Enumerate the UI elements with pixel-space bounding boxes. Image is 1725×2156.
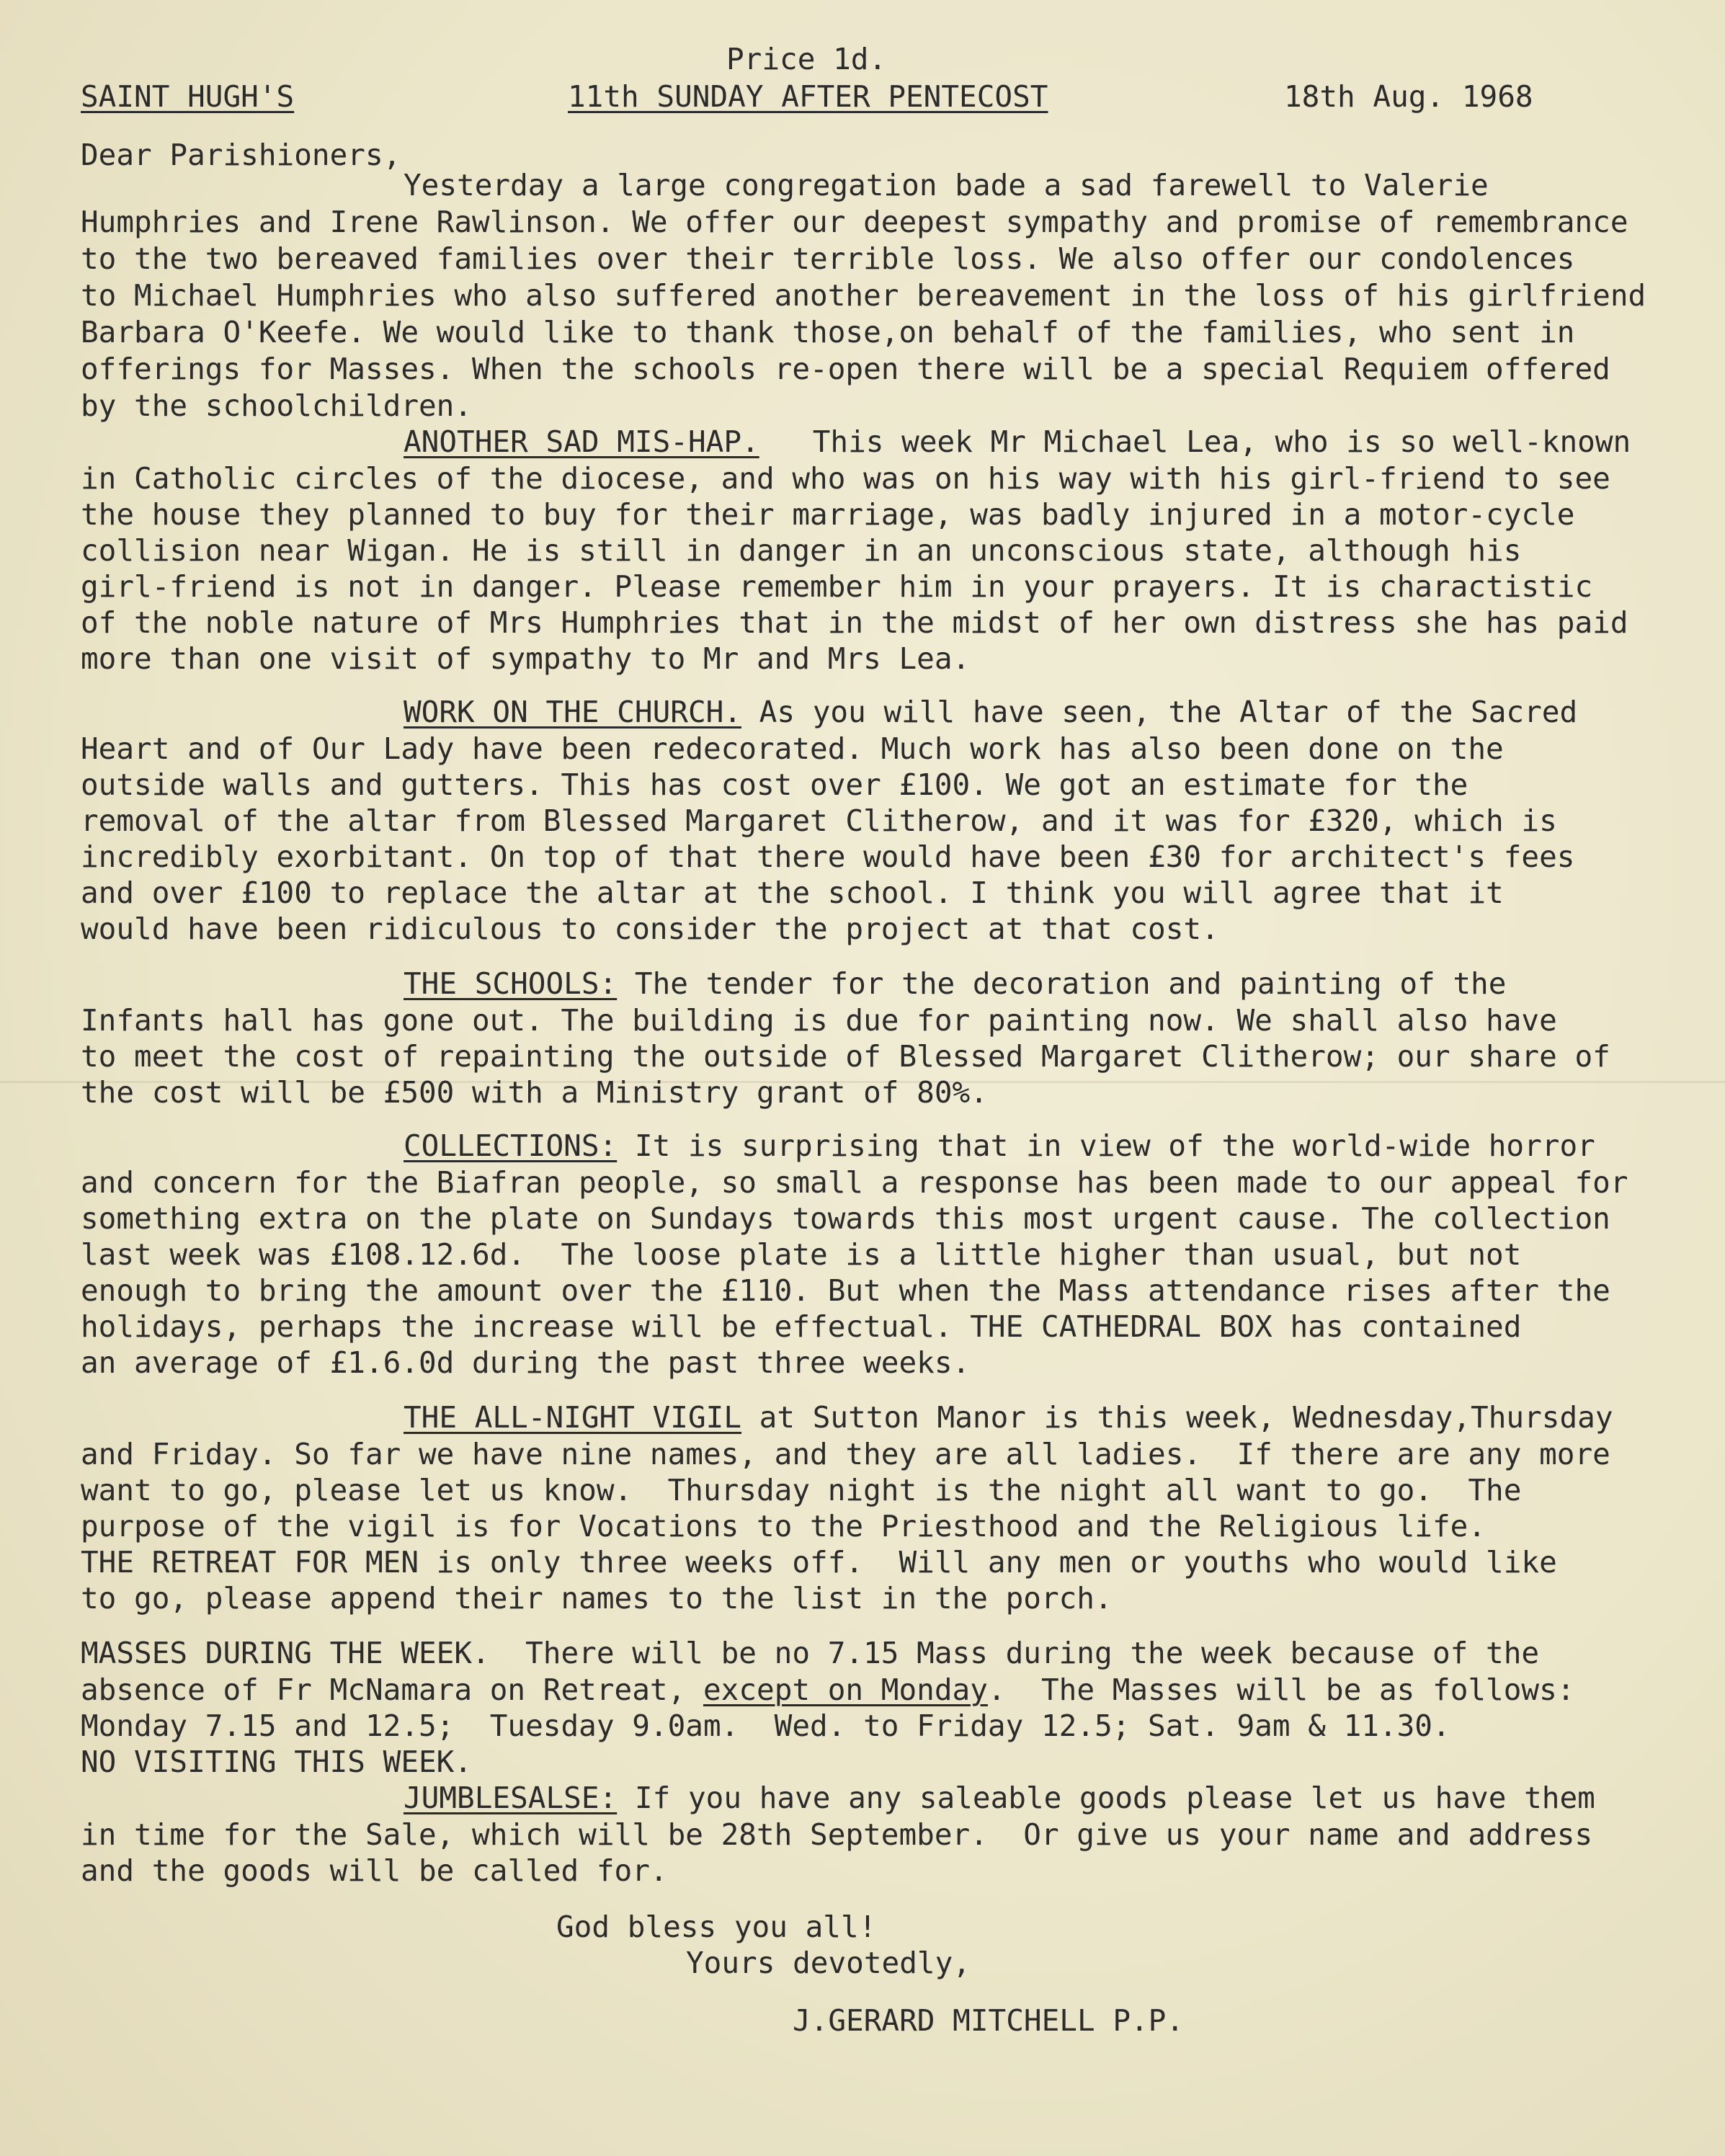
p5-line: and concern for the Biafran people, so small a response has been made to our appeal for (81, 1165, 1628, 1200)
p5-line: something extra on the plate on Sundays towards this most urgent cause. The collection (81, 1201, 1610, 1236)
p4-first-line: THE SCHOOLS: The tender for the decoration and painting of the (404, 966, 1507, 1001)
p7-first-line: MASSES DURING THE WEEK. There will be no 7.15 Mass during the week because of the (81, 1636, 1540, 1670)
parish-name: SAINT HUGH'S (81, 79, 295, 114)
p3-line: incredibly exorbitant. On top of that there would have been £30 for architect's fees (81, 839, 1575, 874)
p8-line: and the goods will be called for. (81, 1853, 668, 1888)
occasion-title: 11th SUNDAY AFTER PENTECOST (568, 79, 1048, 114)
p3-first-line: WORK ON THE CHURCH. As you will have seen, the Altar of the Sacred (404, 695, 1578, 729)
p5-line: holidays, perhaps the increase will be effectual. THE CATHEDRAL BOX has contained (81, 1309, 1522, 1344)
p7-line: NO VISITING THIS WEEK. (81, 1745, 473, 1779)
p2-line: more than one visit of sympathy to Mr and Mrs Lea. (81, 641, 971, 676)
section-heading-mishap: ANOTHER SAD MIS-HAP. (404, 424, 759, 459)
p3-line: Heart and of Our Lady have been redecorated. Much work has also been done on the (81, 731, 1504, 766)
p8-line: in time for the Sale, which will be 28th September. Or give us your name and address (81, 1817, 1593, 1852)
section-heading-vigil: THE ALL-NIGHT VIGIL (404, 1400, 741, 1435)
p1-line: offerings for Masses. When the schools re-open there will be a special Requiem offered (81, 352, 1610, 386)
p1-line: by the schoolchildren. (81, 388, 473, 423)
p5-line: last week was £108.12.6d. The loose plate is a little higher than usual, but not (81, 1237, 1522, 1272)
p6-line: THE RETREAT FOR MEN is only three weeks off. Will any men or youths who would like (81, 1545, 1557, 1580)
salutation: Dear Parishioners, (81, 138, 401, 172)
signature: J.GERARD MITCHELL P.P. (793, 2003, 1185, 2038)
closing-valediction: Yours devotedly, (686, 1946, 971, 1980)
p4-line: Infants hall has gone out. The building is due for painting now. We shall also have (81, 1003, 1557, 1038)
p2-line: girl-friend is not in danger. Please remember him in your prayers. It is charactistic (81, 569, 1593, 604)
p2-line: of the noble nature of Mrs Humphries that in the midst of her own distress she has paid (81, 605, 1628, 640)
p6-line: and Friday. So far we have nine names, and they are all ladies. If there are any more (81, 1437, 1610, 1471)
p1-line: Humphries and Irene Rawlinson. We offer our deepest sympathy and promise of remembrance (81, 205, 1628, 239)
p3-line: would have been ridiculous to consider the project at that cost. (81, 912, 1219, 946)
p3-line: removal of the altar from Blessed Margaret Clitherow, and it was for £320, which is (81, 803, 1557, 838)
section-heading-schools: THE SCHOOLS: (404, 966, 618, 1001)
p3-line: outside walls and gutters. This has cost over £100. We got an estimate for the (81, 767, 1468, 802)
p6-line: purpose of the vigil is for Vocations to the Priesthood and the Religious life. (81, 1509, 1486, 1544)
p2-line: in Catholic circles of the diocese, and who was on his way with his girl-friend to see (81, 461, 1610, 496)
p6-first-line: THE ALL-NIGHT VIGIL at Sutton Manor is this week, Wednesday,Thursday (404, 1400, 1613, 1435)
p4-line: the cost will be £500 with a Ministry grant of 80%. (81, 1075, 988, 1110)
section-heading-church: WORK ON THE CHURCH. (404, 695, 741, 729)
emphasis-except-monday: except on Monday (703, 1672, 988, 1707)
p8-first-line: JUMBLESALSE: If you have any saleable goods please let us have them (404, 1781, 1595, 1815)
p6-line: to go, please append their names to the list in the porch. (81, 1581, 1113, 1616)
price: Price 1d. (726, 42, 887, 76)
p2-line: the house they planned to buy for their marriage, was badly injured in a motor-cycle (81, 497, 1575, 532)
p6-line: want to go, please let us know. Thursday night is the night all want to go. The (81, 1473, 1522, 1507)
p2-first-line: ANOTHER SAD MIS-HAP. This week Mr Michael Lea, who is so well-known (404, 424, 1631, 459)
p4-line: to meet the cost of repainting the outside of Blessed Margaret Clitherow; our share of (81, 1039, 1610, 1074)
p3-line: and over £100 to replace the altar at the school. I think you will agree that it (81, 876, 1504, 910)
p7-line: Monday 7.15 and 12.5; Tuesday 9.0am. Wed. to Friday 12.5; Sat. 9am & 11.30. (81, 1709, 1450, 1743)
p5-first-line: COLLECTIONS: It is surprising that in view of the world-wide horror (404, 1128, 1595, 1163)
p2-line: collision near Wigan. He is still in danger in an unconscious state, although his (81, 533, 1522, 568)
p1-line: Yesterday a large congregation bade a sad farewell to Valerie (404, 168, 1489, 202)
closing-blessing: God bless you all! (556, 1910, 877, 1944)
section-heading-jumble: JUMBLESALSE: (404, 1781, 618, 1815)
p1-line: to the two bereaved families over their terrible loss. We also offer our condolences (81, 241, 1575, 276)
section-heading-collections: COLLECTIONS: (404, 1128, 618, 1163)
p1-line: to Michael Humphries who also suffered another bereavement in the loss of his girlfriend (81, 278, 1646, 313)
p1-line: Barbara O'Keefe. We would like to thank those,on behalf of the families, who sent in (81, 315, 1575, 349)
p5-line: an average of £1.6.0d during the past three weeks. (81, 1345, 971, 1380)
issue-date: 18th Aug. 1968 (1284, 79, 1533, 114)
p7-second-line: absence of Fr McNamara on Retreat, except on Monday. The Masses will be as follows: (81, 1672, 1575, 1707)
p5-line: enough to bring the amount over the £110. But when the Mass attendance rises after the (81, 1273, 1610, 1308)
